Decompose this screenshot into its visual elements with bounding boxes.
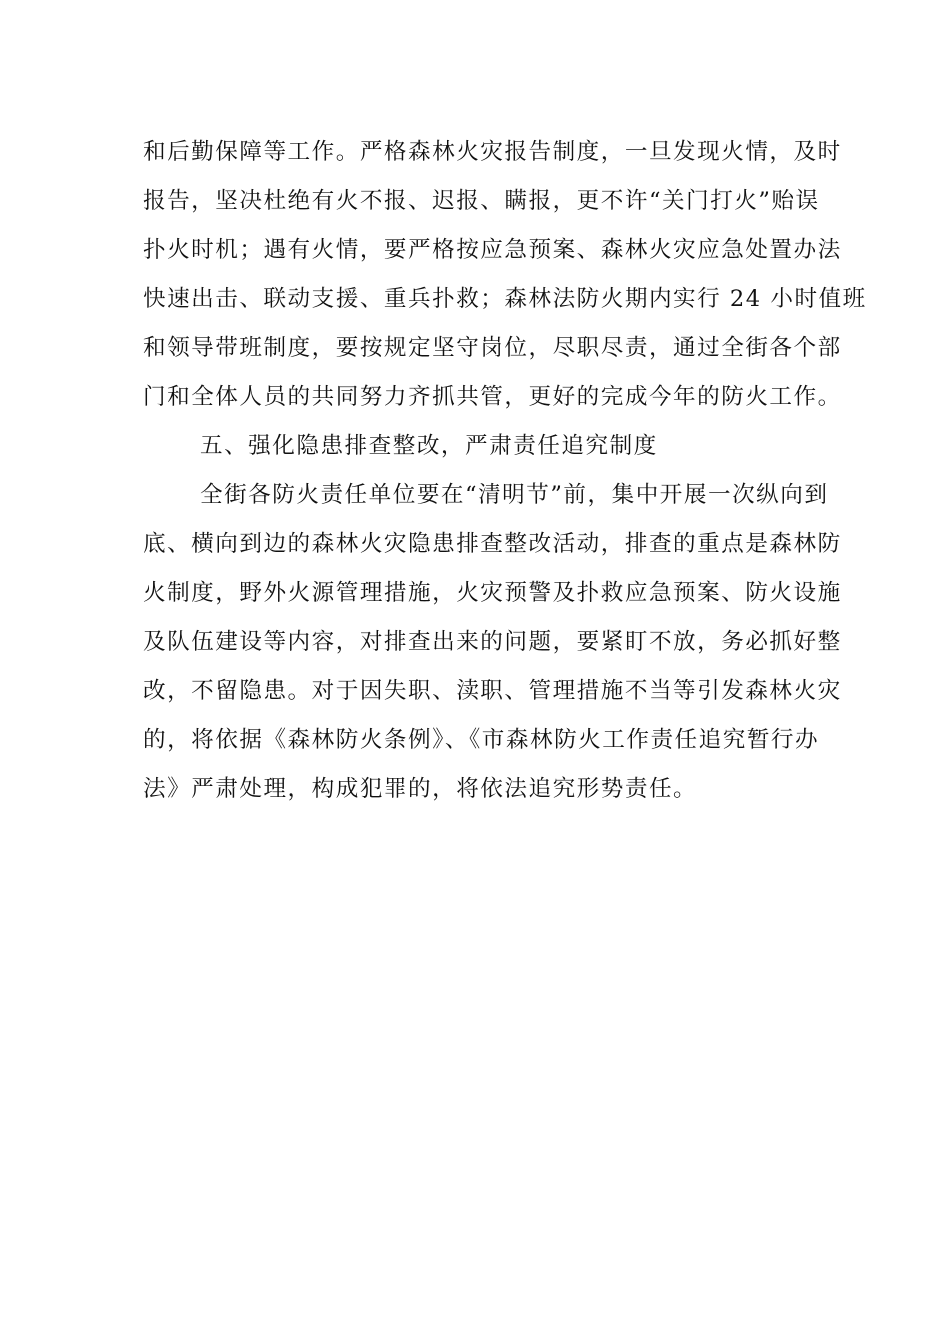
text-line: 和后勤保障等工作。严格森林火灾报告制度，一旦发现火情，及时 bbox=[143, 139, 842, 165]
paragraph-hazard-inspection bbox=[143, 471, 842, 814]
text-line: 报告，坚决杜绝有火不报、迟报、瞒报，更不许“关门打火”贻误 bbox=[143, 188, 820, 214]
text-line: 门和全体人员的共同努力齐抓共管，更好的完成今年的防火工作。 bbox=[143, 384, 842, 410]
text-line: 火制度，野外火源管理措施，火灾预警及扑救应急预案、防火设施 bbox=[143, 580, 842, 606]
text-line: 和领导带班制度，要按规定坚守岗位，尽职尽责，通过全街各个部 bbox=[143, 335, 842, 361]
text-line: 的，将依据《森林防火条例》、《市森林防火工作责任追究暂行办 bbox=[143, 727, 820, 753]
text-line: 法》严肃处理，构成犯罪的，将依法追究形势责任。 bbox=[143, 776, 698, 802]
section-heading: 五、强化隐患排查整改，严肃责任追究制度 bbox=[200, 433, 658, 459]
text-line: 及队伍建设等内容，对排查出来的问题，要紧盯不放，务必抓好整 bbox=[143, 629, 842, 655]
text-line: 底、横向到边的森林火灾隐患排查整改活动，排查的重点是森林防 bbox=[143, 531, 842, 557]
text-line: 快速出击、联动支援、重兵扑救；森林法防火期内实行 24 小时值班 bbox=[143, 286, 867, 312]
paragraph-logistics-and-reporting bbox=[143, 128, 867, 422]
text-line: 改，不留隐患。对于因失职、渎职、管理措施不当等引发森林火灾 bbox=[143, 678, 842, 704]
text-line: 全街各防火责任单位要在“清明节”前，集中开展一次纵向到 bbox=[200, 482, 829, 508]
document-body bbox=[143, 128, 867, 814]
text-line: 扑火时机；遇有火情，要严格按应急预案、森林火灾应急处置办法 bbox=[143, 237, 842, 263]
